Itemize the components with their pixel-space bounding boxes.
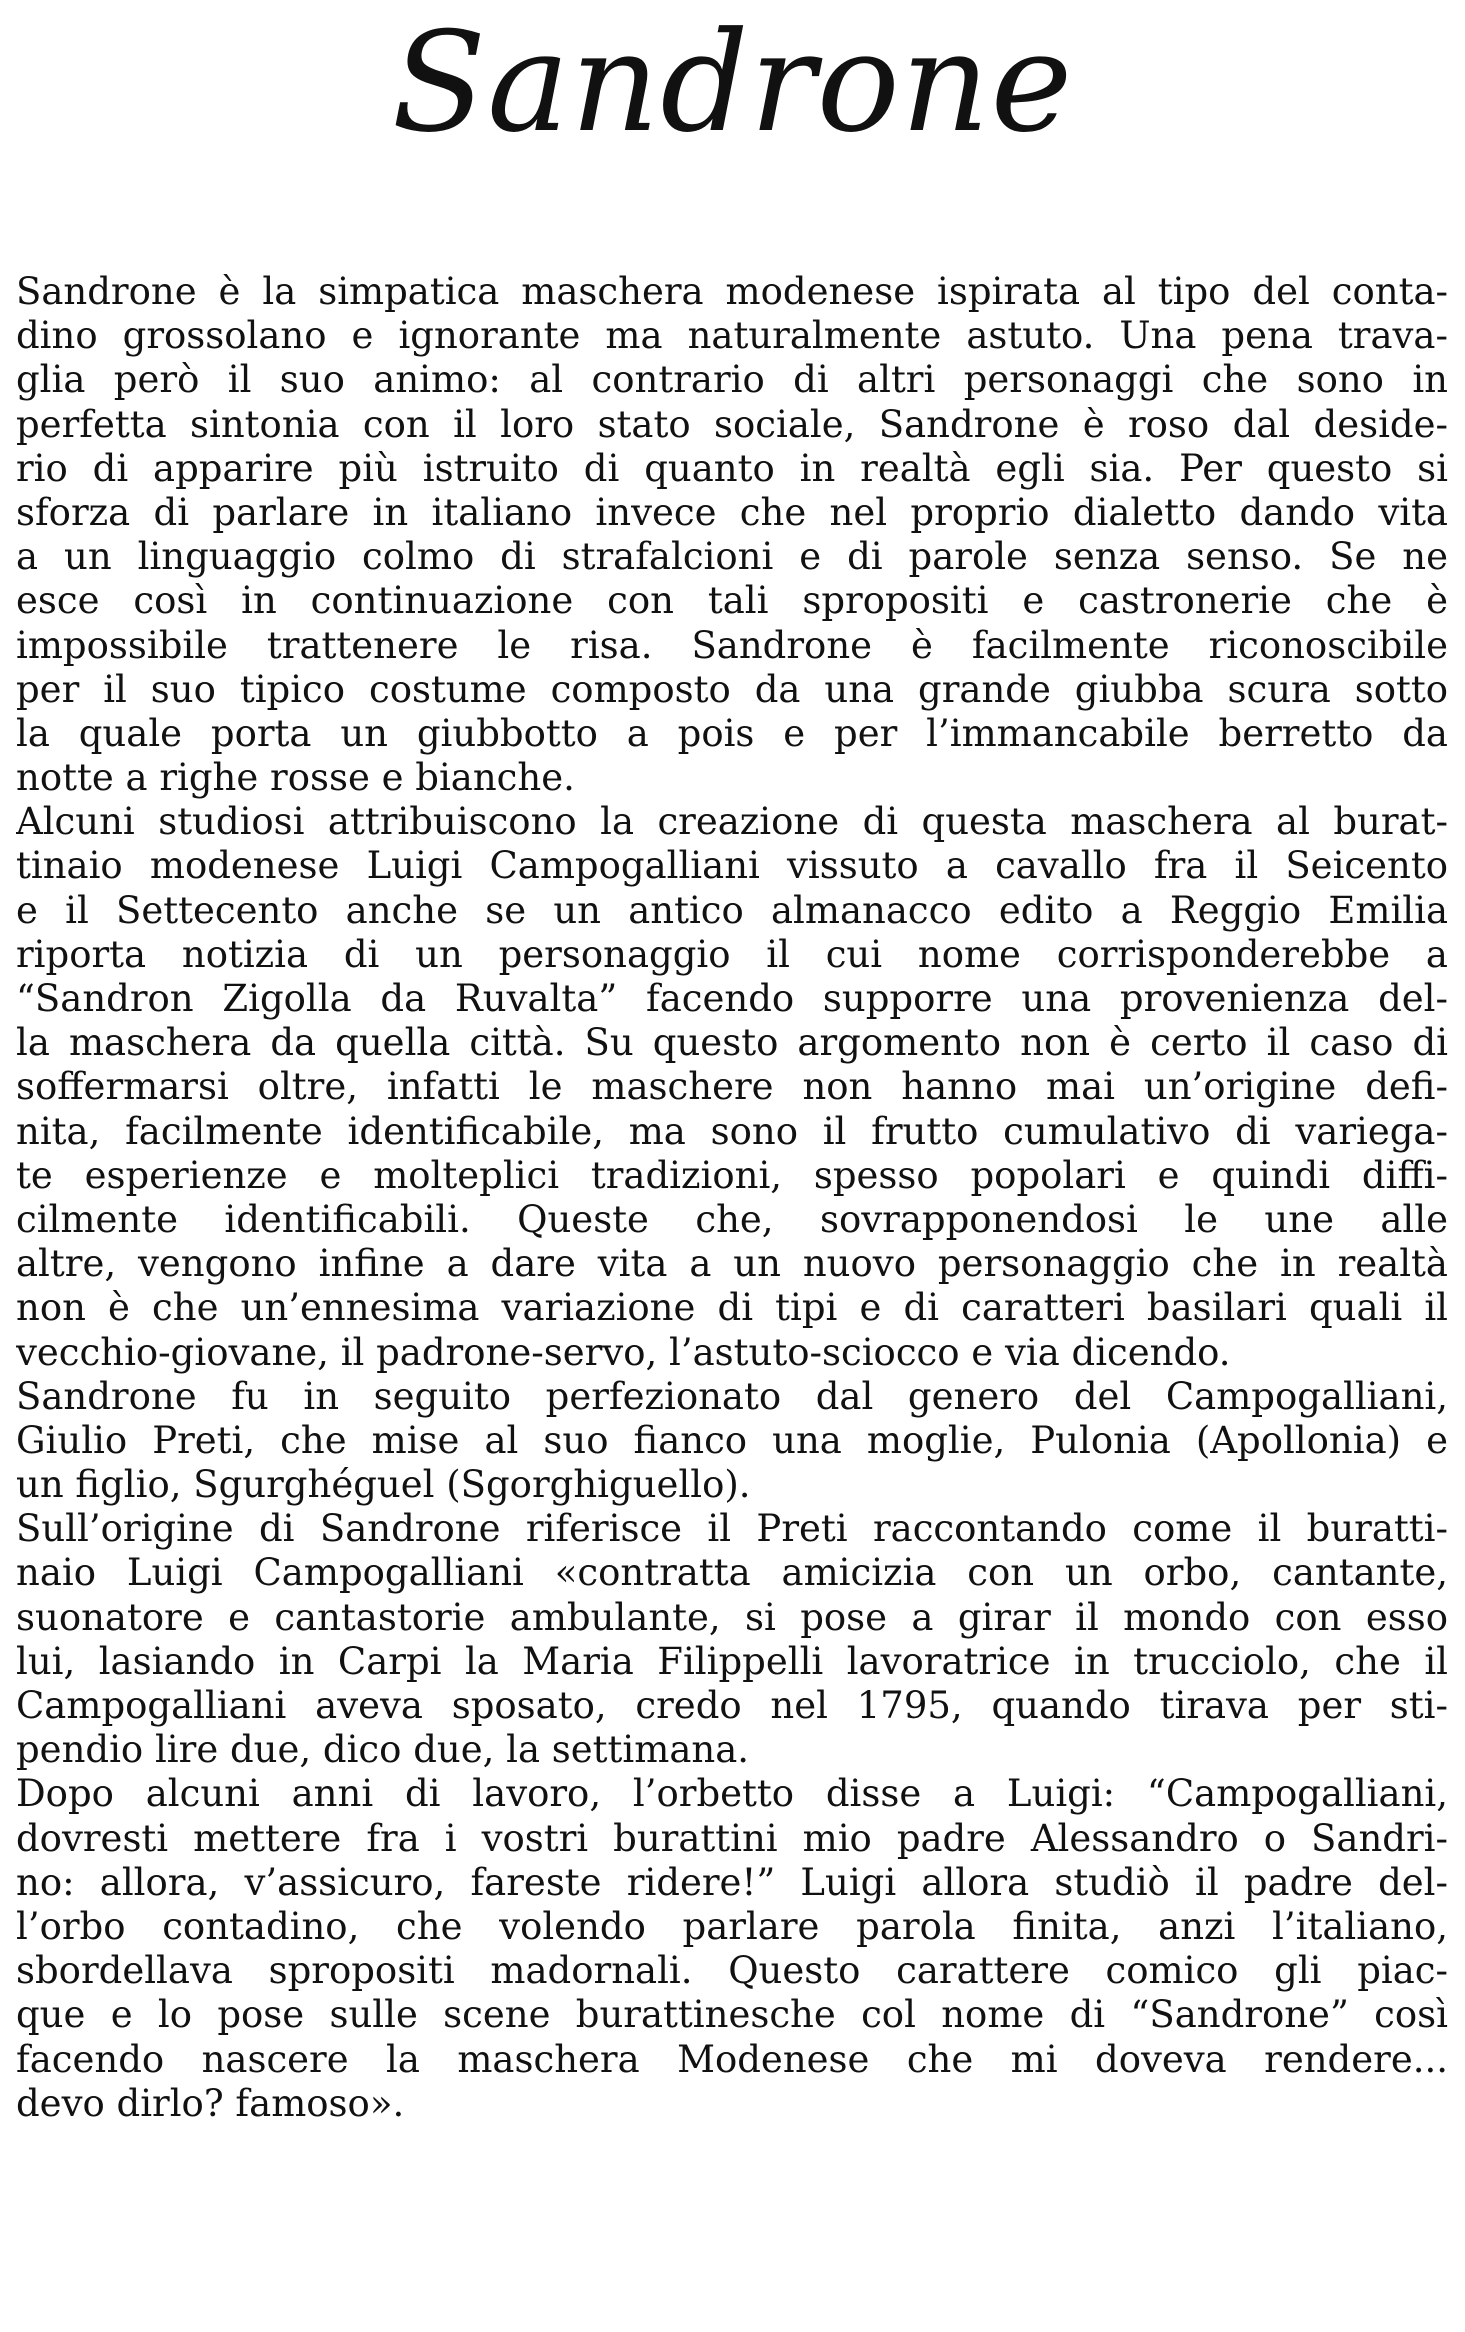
text-line: sbordellava spropositi madornali. Questo carattere comico gli piac- — [16, 1949, 1448, 1993]
text-line: non è che un’ennesima variazione di tipi e di caratteri basilari quali il — [16, 1286, 1448, 1330]
text-line: la maschera da quella città. Su questo argomento non è certo il caso di — [16, 1021, 1448, 1065]
text-line: esce così in continuazione con tali spropositi e castronerie che è — [16, 579, 1448, 623]
text-line: devo dirlo? famoso». — [16, 2081, 405, 2125]
text-line: rio di apparire più istruito di quanto in realtà egli sia. Per questo si — [16, 446, 1448, 490]
text-line: vecchio-giovane, il padrone-servo, l’astuto-sciocco e via dicendo. — [16, 1330, 1231, 1374]
text-line: altre, vengono infine a dare vita a un nuovo personaggio che in realtà — [16, 1242, 1448, 1286]
text-line: un figlio, Sgurghéguel (Sgorghiguello). — [16, 1463, 751, 1507]
text-line: naio Luigi Campogalliani «contratta amicizia con un orbo, cantante, — [16, 1551, 1448, 1595]
text-line: Giulio Preti, che mise al suo fianco una moglie, Pulonia (Apollonia) e — [16, 1418, 1448, 1462]
text-line: facendo nascere la maschera Modenese che mi doveva rendere... — [16, 2037, 1448, 2081]
text-line: Sandrone è la simpatica maschera modenese ispirata al tipo del conta- — [16, 270, 1448, 313]
text-line: “Sandron Zigolla da Ruvalta” facendo supporre una provenienza del- — [16, 977, 1448, 1020]
text-line: que e lo pose sulle scene burattinesche col nome di “Sandrone” così — [16, 1993, 1448, 2037]
text-line: tinaio modenese Luigi Campogalliani vissuto a cavallo fra il Seicento — [16, 844, 1448, 888]
text-line: l’orbo contadino, che volendo parlare parola finita, anzi l’italiano, — [16, 1904, 1448, 1948]
text-line: Alcuni studiosi attribuiscono la creazione di questa maschera al burat- — [16, 800, 1448, 844]
text-line: notte a righe rosse e bianche. — [16, 756, 575, 800]
text-line: Sull’origine di Sandrone riferisce il Preti raccontando come il buratti- — [16, 1507, 1448, 1551]
text-line: la quale porta un giubbotto a pois e per l’immancabile berretto da — [16, 711, 1448, 755]
text-line: sforza di parlare in italiano invece che nel proprio dialetto dando vita — [16, 490, 1448, 534]
text-line: glia però il suo animo: al contrario di altri personaggi che sono in — [16, 358, 1448, 402]
text-line: riporta notizia di un personaggio il cui nome corrisponderebbe a — [16, 932, 1448, 976]
text-line: nita, facilmente identificabile, ma sono il frutto cumulativo di variega- — [16, 1109, 1448, 1153]
text-line: dovresti mettere fra i vostri burattini mio padre Alessandro o Sandri- — [16, 1816, 1448, 1860]
text-line: cilmente identificabili. Queste che, sovrapponendosi le une alle — [16, 1197, 1448, 1241]
text-line: perfetta sintonia con il loro stato sociale, Sandrone è roso dal deside- — [16, 402, 1448, 446]
text-line: suonatore e cantastorie ambulante, si pose a girar il mondo con esso — [16, 1595, 1448, 1639]
text-line: no: allora, v’assicuro, fareste ridere!” Luigi allora studiò il padre del- — [16, 1860, 1448, 1904]
text-line: impossibile trattenere le risa. Sandrone è facilmente riconoscibile — [16, 623, 1448, 667]
text-line: soffermarsi oltre, infatti le maschere non hanno mai un’origine defi- — [16, 1065, 1448, 1109]
text-line: te esperienze e molteplici tradizioni, spesso popolari e quindi diffi- — [16, 1153, 1448, 1197]
text-line: Dopo alcuni anni di lavoro, l’orbetto disse a Luigi: “Campogalliani, — [16, 1772, 1448, 1816]
text-line: a un linguaggio colmo di strafalcioni e di parole senza senso. Se ne — [16, 535, 1448, 579]
text-line: e il Settecento anche se un antico almanacco edito a Reggio Emilia — [16, 888, 1448, 932]
text-line: dino grossolano e ignorante ma naturalmente astuto. Una pena trava- — [16, 314, 1448, 358]
text-line: lui, lasiando in Carpi la Maria Filippelli lavoratrice in trucciolo, che il — [16, 1639, 1448, 1683]
text-line: pendio lire due, dico due, la settimana. — [16, 1728, 750, 1772]
text-line: per il suo tipico costume composto da una grande giubba scura sotto — [16, 667, 1448, 711]
page-title: Sandrone — [391, 2, 1074, 163]
text-line: Sandrone fu in seguito perfezionato dal genero del Campogalliani, — [16, 1374, 1448, 1418]
body-text — [16, 270, 1448, 2126]
text-line: Campogalliani aveva sposato, credo nel 1795, quando tirava per sti- — [16, 1684, 1448, 1727]
